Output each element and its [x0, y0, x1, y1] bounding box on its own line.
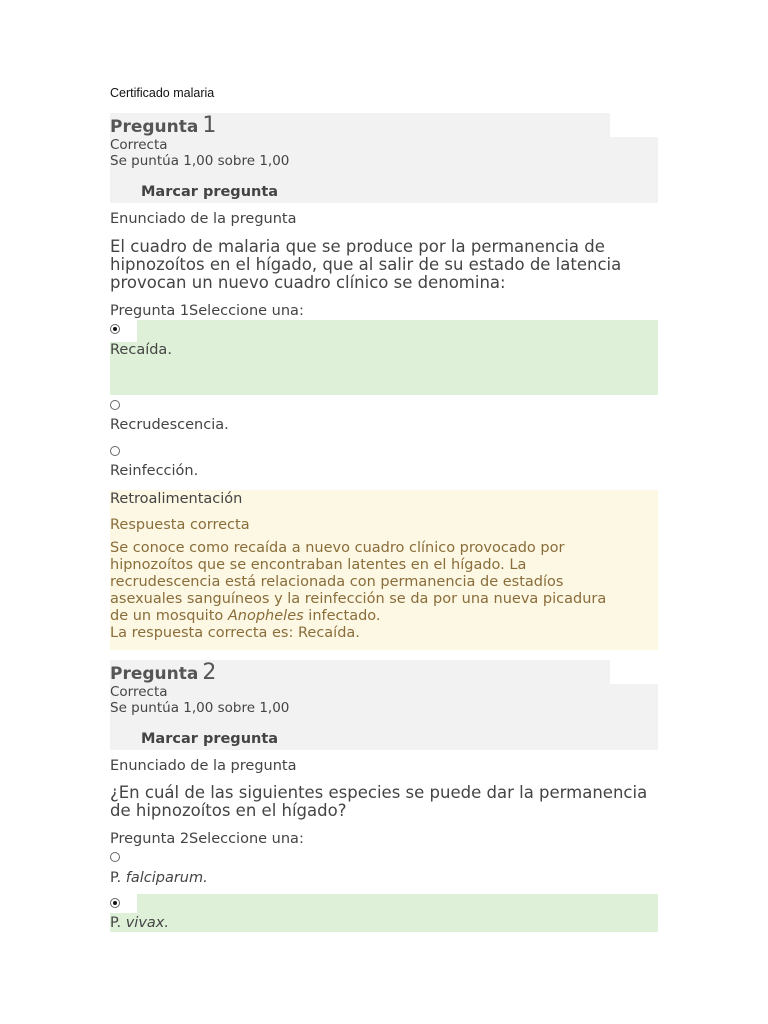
question-grade: Se puntúa 1,00 sobre 1,00: [110, 153, 290, 169]
question-subtitle: Enunciado de la pregunta: [110, 211, 297, 227]
flag-question-button[interactable]: Marcar pregunta: [141, 731, 279, 747]
radio-button[interactable]: [110, 400, 120, 410]
question-prompt: Pregunta 1Seleccione una:: [110, 303, 304, 319]
question-text: ¿En cuál de las siguientes especies se puede dar la permanencia de hipnozoítos en el hígado?: [110, 783, 648, 820]
question-state: Correcta: [110, 137, 168, 153]
question-header: [110, 660, 658, 750]
answer-option-label: Recrudescencia.: [110, 417, 229, 433]
answer-option-label: P. falciparum.: [110, 870, 208, 886]
feedback-title: Retroalimentación: [110, 491, 243, 507]
question-prompt: Pregunta 2Seleccione una:: [110, 831, 304, 847]
question-number: 2: [202, 660, 217, 685]
feedback-panel: [110, 490, 658, 650]
question-number: 1: [202, 113, 217, 138]
answer-option-a[interactable]: [110, 320, 658, 395]
question-text: El cuadro de malaria que se produce por la permanencia de hipnozoítos en el hígado, que al salir de su estado de latencia provocan un nuevo cuadro clínico se denomina:: [110, 237, 622, 292]
answer-option-a[interactable]: [110, 851, 658, 889]
document-title: Certificado malaria: [110, 86, 215, 100]
radio-button-checked[interactable]: [110, 324, 120, 334]
question-grade: Se puntúa 1,00 sobre 1,00: [110, 700, 290, 716]
answer-option-label: P. vivax.: [110, 915, 169, 931]
answer-option-label: Reinfección.: [110, 463, 199, 479]
radio-button-checked[interactable]: [110, 898, 120, 908]
question-state: Correcta: [110, 684, 168, 700]
question-title: Pregunta 2: [110, 660, 217, 685]
question-title: Pregunta 1: [110, 113, 217, 138]
answer-option-b[interactable]: [110, 398, 658, 436]
feedback-explanation: Se conoce como recaída a nuevo cuadro clínico provocado por hipnozoítos que se encontraban latentes en el hígado. La recrudescencia está relacionada con permanencia de estadíos asexuales sanguíneos y la reinfección se da por una nueva picadura de un mosquito Anopheles infectado.: [110, 540, 607, 624]
answer-option-label: Recaída.: [110, 342, 172, 358]
answer-option-c[interactable]: [110, 444, 658, 482]
answer-option-b[interactable]: [110, 894, 658, 932]
feedback-result: Respuesta correcta: [110, 517, 250, 533]
feedback-correct-answer: La respuesta correcta es: Recaída.: [110, 625, 360, 641]
radio-button[interactable]: [110, 446, 120, 456]
question-2: [110, 660, 658, 750]
question-header: [110, 113, 658, 203]
flag-question-button[interactable]: Marcar pregunta: [141, 184, 279, 200]
radio-button[interactable]: [110, 852, 120, 862]
question-subtitle: Enunciado de la pregunta: [110, 758, 297, 774]
question-1: [110, 113, 658, 203]
